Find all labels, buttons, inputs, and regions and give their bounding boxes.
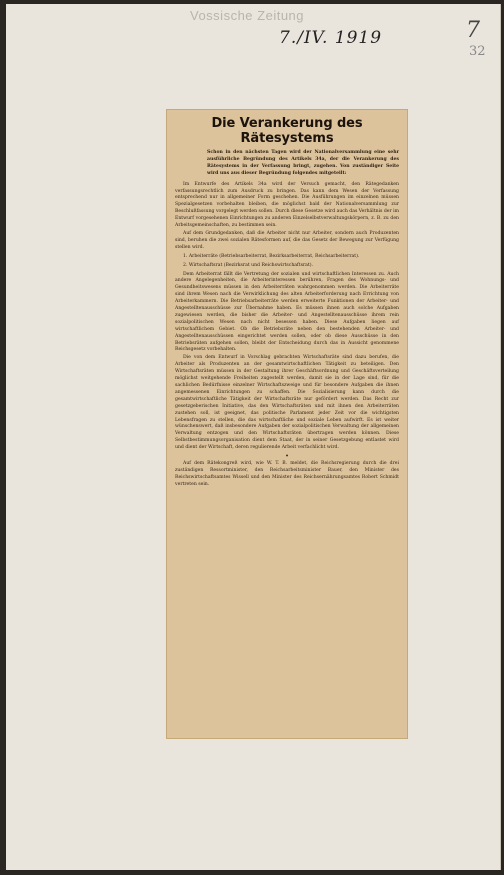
archive-sheet [6,4,501,870]
separator-dot: • [285,453,289,461]
handwritten-date: 7./IV. 1919 [279,28,383,48]
body-paragraph: Auf dem Grundgedanken, daß die Arbeiter nicht nur Arbeiter, sondern auch Produzenten sind, beruhen die zwei sozialen Rätesformen auf, die das Gesetz der Bewegung zur Verfügung stellen wird. [175,230,399,250]
list-item: 2. Wirtschaftsrat (Bezirksrat und Reichswirtschaftsrat). [183,262,313,268]
folio-number: 7 [466,18,480,43]
closing-paragraph: Auf dem Rätekongreß wird, wie W. T. B. meldet, die Reichsregierung durch die drei zuständigen Ressortminister, den Reichsarbeitsminister Bauer, den Minister des Reichswirtschaftsamtes Wissell und den Minister des Reichsernährungsamtes Robert Schmidt vertreten sein. [175,461,399,487]
clipping-headline: Die Verankerung des Rätesystems [211,116,363,146]
newspaper-clipping [167,110,407,738]
sheet-number: 32 [469,44,486,59]
body-paragraph: Dem Arbeiterrat fällt die Vertretung der sozialen und wirtschaftlichen Interessen zu. Auch andere Angelegenheiten, die Arbeiterinteressen berühren, Fragen des Wohnungs- und Gesundheitswesens müssen in den Arbeiterräten wahrgenommen werden. Die Arbeiterräte sind ihrem Wesen nach die Verwirklichung des alten Arbeiterforderung nach Errichtung von Arbeiterkammern. Die Betriebsarbeiterräte werden erweiterte Funktionen der Arbeiter- und Angestelltenausschüsse zur Übernahme haben. Es müssen ihnen auch solche Aufgaben zugewiesen werden, die bisher die Arbeiter- und Angestelltenausschüsse ihrem rein sozialpolitischen Wesen nach nicht besessen haben. Diese Aufgaben liegen auf wirtschaftlichem Gebiet. Ob die Betriebsräte neben den bestehenden Arbeiter- und Angestelltenausschüssen eingerichtet werden sollen, oder ob diese Ausschüsse in den Betriebsräten aufgehen sollen, bleibt der Entscheidung durch das in Aussicht genommene Reichsgesetz vorbehalten. [175,271,399,353]
body-paragraph: Im Entwurfe des Artikels 34a wird der Versuch gemacht, den Rätegedanken verfassungsrechtlich zum Ausdruck zu bringen. Das kann dem Wesen der Verfassung entsprechend nur in allgemeiner Form geschehen. Die Ausführungen im einzelnen müssen Spezialgesetzen vorbehalten bleiben, die möglichst bald der Nationalversammlung zur Beschlußfassung vorgelegt werden sollen. Durch diese Gesetze wird auch das Verhältnis der im Entwurf vorgesehenen Einrichtungen zu anderen Einzelselbstverwaltungskörpern, z. B. zu den Arbeitsgemeinschaften, zu bestimmen sein. [175,181,399,229]
clipping-lead: Schon in den nächsten Tagen wird der Nationalversammlung eine sehr ausführliche Begründung des Artikels 34a, der die Verankerung des Rätesystems in der Verfassung bringt, zugehen. Von zuständiger Seite wird uns aus dieser Begründung folgendes mitgeteilt: [207,150,399,176]
list-item: 1. Arbeiterräte (Betriebsarbeiterrat, Bezirksarbeiterrat, Reichsarbeiterrat). [183,253,360,259]
newspaper-source-stamp: Vossische Zeitung [190,8,305,23]
body-paragraph: Die von dem Entwurf in Vorschlag gebrachten Wirtschaftsräte sind dazu berufen, die Arbeiter als Produzenten an der gesamtwirtschaftlichen Tätigkeit zu beteiligen. Den Wirtschaftsräten müssen in der Gestaltung ihrer Geschäftsordnung und Geschäftsverteilung möglichst weitgehende Freiheiten zugestellt werden, damit sie in der Lage sind, für die sachlichen Bedürfnisse einzelner Wirtschaftszweige und für besondere Aufgaben die ihnen angemessenen Einrichtungen zu schaffen. Die Sozialisierung kann durch die gesamtwirtschaftliche Tätigkeit der Wirtschaftsräte nur gefördert werden. Das Recht zur gesetzgeberischen Initiative, das den Wirtschaftsräten und mit ihnen den Arbeiterräten zustehen soll, ist geeignet, das politische Parlament jeder Zeit vor die wichtigsten Lebensfragen zu stellen, die das wirtschaftliche und soziale Leben aufwirft. Es ist weiter wünschenswert, daß insbesondere Aufgaben der sozialpolitischen Verwaltung der allgemeinen Verwaltung entzogen und den Wirtschaftsräten übertragen werden können. Diese Selbstbestimmungsorganisation dient dem Staat, der in seiner Gesetzgebung entlastet wird und dient der Wirtschaft, deren regulierende Arbeit verfachlicht wird. [175,355,399,451]
